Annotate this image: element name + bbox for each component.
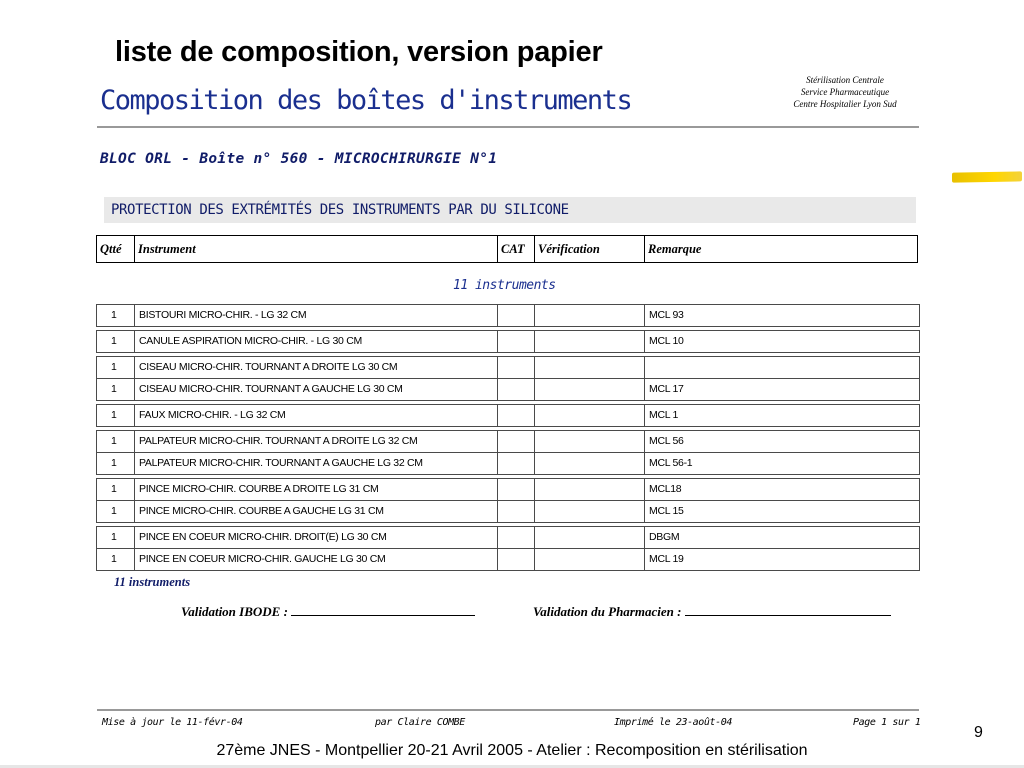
- instrument-group: [96, 330, 920, 353]
- cell-verification: [535, 405, 645, 426]
- cell-instrument: PINCE MICRO-CHIR. COURBE A DROITE LG 31 CM: [135, 479, 498, 500]
- instrument-group: [96, 356, 920, 401]
- organization-line: Service Pharmaceutique: [800, 87, 890, 97]
- cell-verification: [535, 453, 645, 474]
- cell-verification: [535, 501, 645, 522]
- cell-qty: 1: [97, 501, 135, 522]
- cell-instrument: PALPATEUR MICRO-CHIR. TOURNANT A GAUCHE LG 32 CM: [135, 453, 498, 474]
- instrument-group: [96, 404, 920, 427]
- cell-qty: 1: [97, 479, 135, 500]
- table-row: [97, 405, 919, 426]
- cell-remark: MCL18: [649, 483, 682, 495]
- organization-line: Centre Hospitalier Lyon Sud: [793, 99, 897, 109]
- cell-cat: [498, 357, 535, 378]
- cell-remark: MCL 1: [649, 409, 679, 421]
- instrument-group: [96, 478, 920, 523]
- cell-qty: 1: [97, 405, 135, 426]
- cell-qty: 1: [97, 357, 135, 378]
- footer-updated: Mise à jour le 11-févr-04: [102, 717, 243, 728]
- table-row: [97, 331, 919, 352]
- table-row: [97, 357, 919, 378]
- cell-instrument: PINCE EN COEUR MICRO-CHIR. GAUCHE LG 30 CM: [135, 549, 498, 570]
- cell-cat: [498, 549, 535, 570]
- slide-page-number: 9: [974, 724, 983, 741]
- cell-verification: [535, 431, 645, 452]
- cell-remark: MCL 56: [649, 435, 684, 447]
- cell-remark: MCL 19: [649, 553, 684, 565]
- table-header: [96, 235, 918, 263]
- cell-cat: [498, 379, 535, 400]
- cell-verification: [535, 379, 645, 400]
- cell-remark: MCL 15: [649, 505, 684, 517]
- header-remark: Remarque: [648, 242, 702, 256]
- instrument-group: [96, 304, 920, 327]
- table-row: [97, 479, 919, 500]
- validation-ibode: [181, 603, 475, 620]
- cell-instrument: BISTOURI MICRO-CHIR. - LG 32 CM: [135, 305, 498, 326]
- signature-line-pharmacien: [685, 603, 891, 616]
- header-qty: Qtté: [97, 236, 135, 262]
- total-instruments: 11 instruments: [114, 575, 191, 589]
- cell-instrument: PINCE EN COEUR MICRO-CHIR. DROIT(E) LG 30 CM: [135, 527, 498, 548]
- footer-author: par Claire COMBE: [375, 717, 465, 728]
- cell-qty: 1: [97, 549, 135, 570]
- header-cat: CAT: [498, 236, 535, 262]
- footer-printed: Imprimé le 23-août-04: [614, 717, 733, 728]
- cell-instrument: CANULE ASPIRATION MICRO-CHIR. - LG 30 CM: [135, 331, 498, 352]
- cell-remark: MCL 93: [649, 309, 684, 321]
- cell-cat: [498, 501, 535, 522]
- cell-remark: MCL 56-1: [649, 457, 693, 469]
- cell-qty: 1: [97, 305, 135, 326]
- cell-cat: [498, 405, 535, 426]
- instrument-count: 11 instruments: [453, 278, 556, 293]
- table-row: [97, 305, 919, 326]
- cell-verification: [535, 305, 645, 326]
- table-row: [97, 431, 919, 452]
- organization-line: Stérilisation Centrale: [806, 75, 884, 85]
- cell-cat: [498, 527, 535, 548]
- top-divider: [97, 126, 919, 128]
- instrument-group: [96, 430, 920, 475]
- cell-cat: [498, 431, 535, 452]
- table-row: [97, 500, 919, 522]
- slide-footer: 27ème JNES - Montpellier 20-21 Avril 2005 - Atelier : Recomposition en stérilisation: [216, 742, 808, 759]
- cell-qty: 1: [97, 453, 135, 474]
- cell-cat: [498, 331, 535, 352]
- validation-pharmacien-label: Validation du Pharmacien :: [533, 604, 682, 619]
- table-row: [97, 378, 919, 400]
- footer-page: Page 1 sur 1: [853, 717, 921, 728]
- table-row: [97, 527, 919, 548]
- header-instrument: Instrument: [135, 236, 498, 262]
- document-title: Composition des boîtes d'instruments: [100, 85, 632, 116]
- cell-verification: [535, 479, 645, 500]
- cell-instrument: CISEAU MICRO-CHIR. TOURNANT A DROITE LG 30 CM: [135, 357, 498, 378]
- instrument-group: [96, 526, 920, 571]
- box-title: BLOC ORL - Boîte n° 560 - MICROCHIRURGIE N°1: [100, 151, 498, 167]
- protection-band: [104, 197, 916, 223]
- cell-verification: [535, 357, 645, 378]
- organization-block: [770, 74, 920, 110]
- validation-pharmacien: [533, 603, 891, 620]
- cell-cat: [498, 305, 535, 326]
- cell-remark: MCL 17: [649, 383, 684, 395]
- cell-verification: [535, 527, 645, 548]
- validation-ibode-label: Validation IBODE :: [181, 604, 288, 619]
- cell-qty: 1: [97, 527, 135, 548]
- instrument-table: [96, 304, 920, 574]
- slide-title: liste de composition, version papier: [115, 36, 603, 68]
- table-row: [97, 452, 919, 474]
- highlighter-mark: [952, 171, 1022, 182]
- cell-qty: 1: [97, 431, 135, 452]
- table-row: [97, 548, 919, 570]
- protection-note: PROTECTION DES EXTRÉMITÉS DES INSTRUMENTS PAR DU SILICONE: [111, 202, 569, 218]
- header-verification: Vérification: [535, 236, 645, 262]
- cell-qty: 1: [97, 331, 135, 352]
- cell-instrument: CISEAU MICRO-CHIR. TOURNANT A GAUCHE LG 30 CM: [135, 379, 498, 400]
- cell-instrument: PINCE MICRO-CHIR. COURBE A GAUCHE LG 31 CM: [135, 501, 498, 522]
- cell-remark: DBGM: [649, 531, 680, 543]
- cell-cat: [498, 453, 535, 474]
- cell-remark: MCL 10: [649, 335, 684, 347]
- cell-verification: [535, 331, 645, 352]
- cell-remark: [645, 357, 919, 378]
- signature-line-ibode: [291, 603, 475, 616]
- cell-instrument: FAUX MICRO-CHIR. - LG 32 CM: [135, 405, 498, 426]
- cell-verification: [535, 549, 645, 570]
- cell-cat: [498, 479, 535, 500]
- cell-instrument: PALPATEUR MICRO-CHIR. TOURNANT A DROITE LG 32 CM: [135, 431, 498, 452]
- bottom-divider: [97, 709, 919, 711]
- cell-qty: 1: [97, 379, 135, 400]
